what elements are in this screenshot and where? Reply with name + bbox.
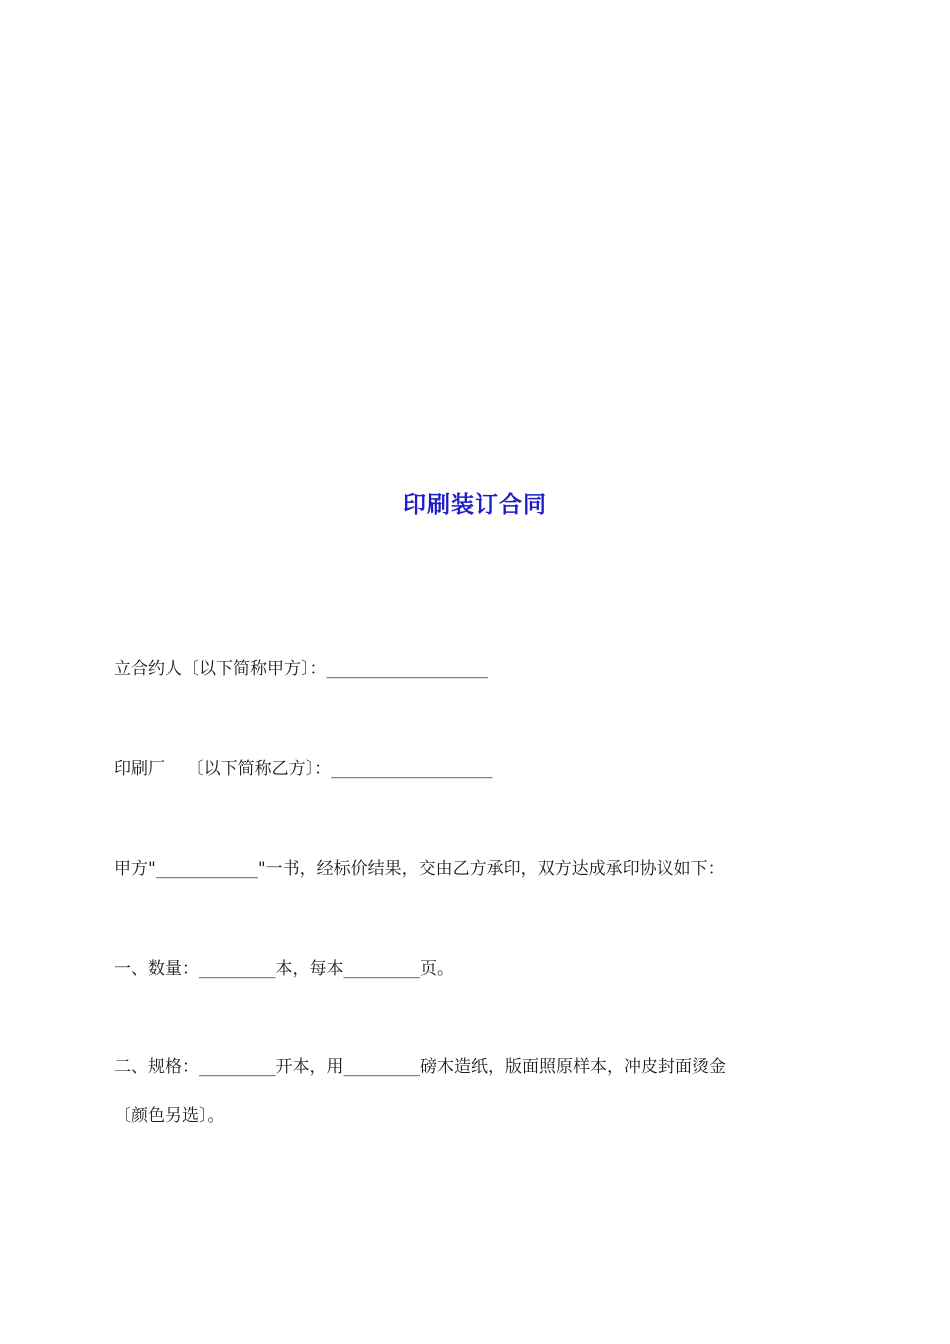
agreement-intro-paragraph: 甲方"____________"一书，经标价结果，交由乙方承印，双方达成承印协议如下： — [114, 859, 725, 879]
clause-specification-continued: 〔颜色另选〕。 — [114, 1106, 225, 1126]
party-b-line: 印刷厂 〔以下简称乙方〕：___________________ — [114, 759, 493, 779]
clause-quantity: 一、数量：_________本，每本_________页。 — [114, 959, 454, 979]
party-a-line: 立合约人〔以下简称甲方〕：___________________ — [114, 659, 488, 679]
document-title: 印刷装订合同 — [403, 492, 547, 518]
clause-specification: 二、规格：_________开本，用_________磅木造纸，版面照原样本，冲皮封面烫金 — [114, 1057, 726, 1077]
